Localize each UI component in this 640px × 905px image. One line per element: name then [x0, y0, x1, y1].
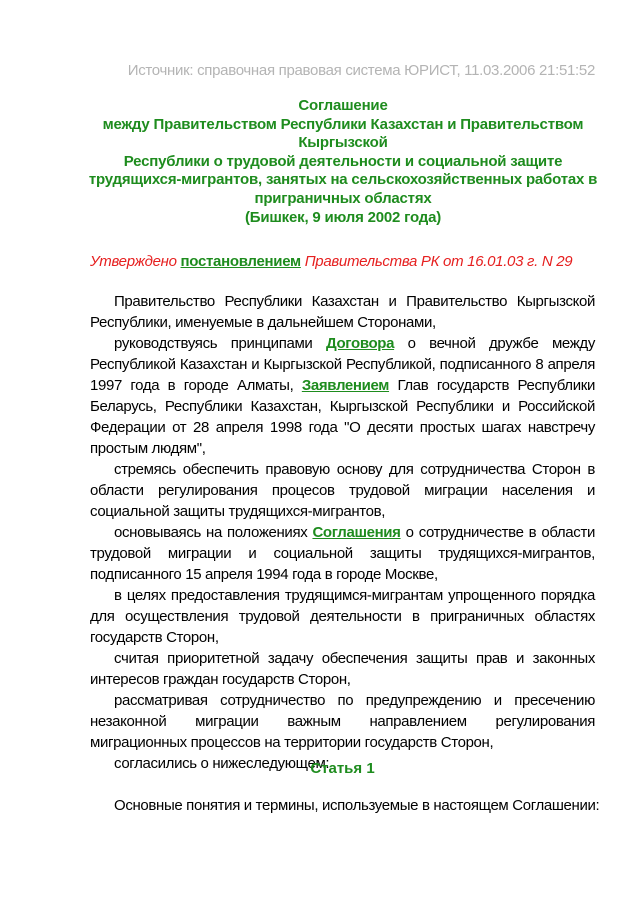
- preamble-paragraph: в целях предоставления трудящимся-мигрантам упрощенного порядка для осуществления трудовой деятельности в приграничных областях государств Сторон,: [90, 587, 595, 646]
- preamble-paragraph: [90, 333, 595, 459]
- text-span: о вечной дружбе между Республикой Казахстан и Кыргызской Республикой, подписанного 8 апреля 1997 года в городе Алматы,: [90, 335, 595, 394]
- text-span: Глав государств Республики Беларусь, Республики Казахстан, Кыргызской Республики и Российской Федерации от 28 апреля 1998 года "О десяти простых шагах навстречу простым людям",: [90, 377, 595, 457]
- resolution-link[interactable]: постановлением: [180, 253, 301, 270]
- preamble: [90, 291, 595, 774]
- preamble-paragraph: считая приоритетной задачу обеспечения защиты прав и законных интересов граждан государств Сторон,: [90, 650, 595, 688]
- approval-suffix: Правительства РК от 16.01.03 г. N 29: [304, 253, 573, 270]
- document-title: [78, 97, 608, 227]
- title-line: трудящихся-мигрантов, занятых на сельскохозяйственных работах в: [88, 171, 598, 189]
- text-span: основываясь на положениях: [114, 524, 313, 541]
- agreement-link[interactable]: Соглашения: [312, 524, 401, 541]
- article-text: Основные понятия и термины, используемые в настоящем Соглашении:: [114, 797, 600, 814]
- text-span: руководствуясь принципами: [114, 335, 326, 352]
- preamble-paragraph: согласились о нижеследующем:: [114, 755, 330, 772]
- approval-prefix: Утверждено: [90, 253, 177, 270]
- title-line: между Правительством Республики Казахстан и Правительством: [102, 115, 584, 133]
- title-line: Республики о трудовой деятельности и социальной защите: [123, 152, 563, 170]
- preamble-paragraph: Правительство Республики Казахстан и Правительство Кыргызской Республики, именуемые в дальнейшем Сторонами,: [90, 293, 595, 331]
- source-line: Источник: справочная правовая система ЮРИСТ, 11.03.2006 21:51:52: [127, 62, 595, 79]
- preamble-paragraph: рассматривая сотрудничество по предупреждению и пресечению незаконной миграции важным направлением регулирования миграционных процессов на территории государств Сторон,: [90, 692, 595, 751]
- title-line: приграничных областях: [254, 189, 432, 207]
- preamble-paragraph: [90, 522, 595, 585]
- title-line: (Бишкек, 9 июля 2002 года): [244, 208, 442, 226]
- title-line: Кыргызской: [298, 134, 388, 152]
- statement-link[interactable]: Заявлением: [301, 377, 390, 394]
- text-span: о сотрудничестве в области трудовой миграции и социальной защиты трудящихся-мигрантов, подписанного 15 апреля 1994 года в городе Москве,: [90, 524, 595, 583]
- treaty-link[interactable]: Договора: [325, 335, 395, 352]
- article-heading: Статья 1: [310, 760, 375, 777]
- approval-note: [90, 253, 572, 270]
- preamble-paragraph: стремясь обеспечить правовую основу для сотрудничества Сторон в области регулирования процесов трудовой миграции населения и социальной защиты трудящихся-мигрантов,: [90, 461, 595, 520]
- title-line: Соглашение: [298, 97, 388, 114]
